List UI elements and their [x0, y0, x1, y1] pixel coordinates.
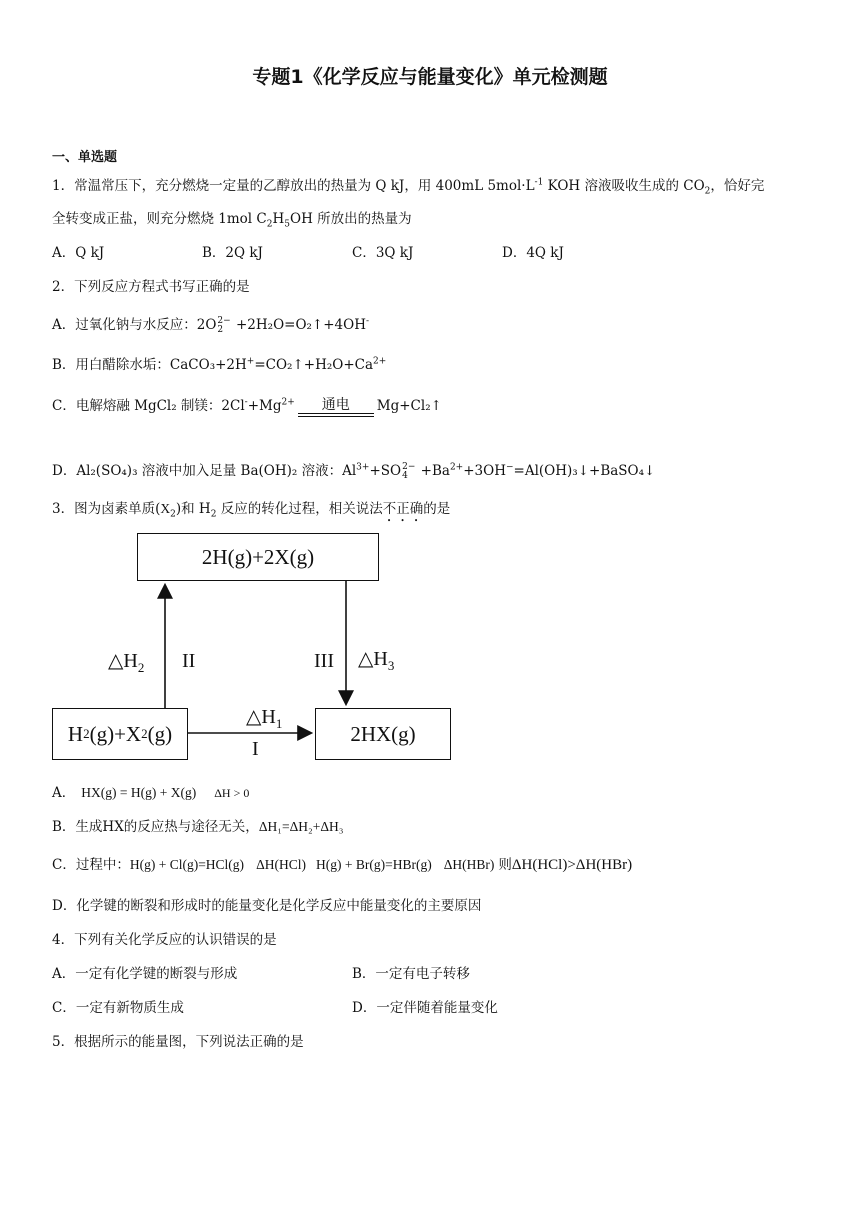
q4-option-c: C．一定有新物质生成 — [52, 1000, 184, 1016]
q3-option-b: B．生成HX的反应热与途径无关，ΔH₁=ΔH₂+ΔH₃ — [52, 819, 344, 835]
q3-option-a: A． HX(g) = H(g) + X(g) ΔH > 0 — [52, 785, 250, 801]
q2-option-a: A．过氧化钠与水反应：2O 2− 2 +2H₂O=O₂↑+4OH- — [52, 315, 370, 335]
label-dh3: $\triangle H_3$ — [358, 648, 395, 673]
q4-option-b: B．一定有电子转移 — [352, 966, 470, 982]
label-dh2: $\triangle H_2$ — [108, 650, 145, 675]
electrolysis-condition: 通电 — [298, 397, 374, 417]
page-title: 专题1《化学反应与能量变化》单元检测题 — [252, 66, 608, 88]
q3-stem: 3．图为卤素单质$(X_2)$和 $H_2$ 反应的转化过程，相关说法不正确的是 — [52, 501, 451, 520]
q4-option-d: D．一定伴随着能量变化 — [352, 1000, 498, 1016]
q1-stem-line2: 全转变成正盐，则充分燃烧 1mol $C_2H_5OH$ 所放出的热量为 — [52, 211, 412, 230]
q3-option-c: C．过程中：H(g) + Cl(g)=HCl(g) ΔH(HCl) H(g) + Br(g)=HBr(g) ΔH(HBr) 则ΔH(HCl)>ΔH(HBr) — [52, 857, 633, 873]
q4-stem: 4．下列有关化学反应的认识错误的是 — [52, 932, 277, 948]
q2-option-c: C．电解熔融 MgCl₂ 制镁：$2Cl^-+Mg^{2+}$ 通电 Mg+Cl₂↑ — [52, 394, 442, 417]
q2-option-d: D．Al₂(SO₄)₃ 溶液中加入足量 Ba(OH)₂ 溶液：$Al^{3+}+SO$ 2− 4 $+Ba^{2+}+3OH^-=Al(OH)_3↓+BaSO_4↓$ — [52, 461, 656, 481]
q1-option-a: A．Q kJ — [52, 245, 105, 261]
label-dh1: $\triangle H_1$ — [246, 706, 283, 731]
label-path-ii: II — [182, 650, 196, 672]
q4-option-a: A．一定有化学键的断裂与形成 — [52, 966, 238, 982]
section-heading: 一、单选题 — [52, 150, 118, 165]
q5-stem: 5．根据所示的能量图，下列说法正确的是 — [52, 1034, 304, 1050]
label-path-i: I — [252, 738, 259, 760]
box-reactants: H 2 (g)+X 2 (g) — [52, 708, 188, 760]
q1-option-c: C．3Q kJ — [352, 245, 414, 261]
box-product: 2HX(g) — [315, 708, 451, 760]
q1-option-d: D．4Q kJ — [502, 245, 564, 261]
q3-option-d: D．化学键的断裂和形成时的能量变化是化学反应中能量变化的主要原因 — [52, 898, 482, 914]
q1-stem-line1: 1．常温常压下，充分燃烧一定量的乙醇放出的热量为 Q kJ，用 400mL $5mol\cdot L^{-1}$ KOH 溶液吸收生成的 $CO_2$，恰好完 — [52, 177, 765, 197]
q2-option-b: B．用白醋除水垢：$CaCO_3+2H^+=CO_2↑+H_2O+Ca^{2+}$ — [52, 356, 387, 373]
box-atoms: 2H(g)+2X(g) — [137, 533, 379, 581]
q2-stem: 2．下列反应方程式书写正确的是 — [52, 279, 250, 295]
label-path-iii: III — [314, 650, 334, 672]
reaction-path-diagram — [50, 532, 460, 767]
q1-option-b: B．2Q kJ — [202, 245, 263, 261]
emphasis-not-correct: 不正确 — [382, 501, 424, 517]
